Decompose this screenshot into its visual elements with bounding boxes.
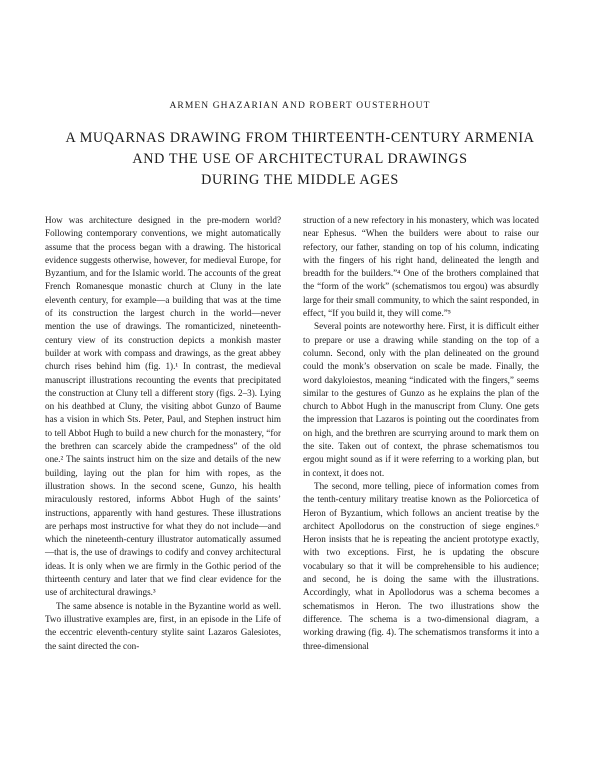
title-line: AND THE USE OF ARCHITECTURAL DRAWINGS	[132, 151, 468, 167]
body-paragraph: The same absence is notable in the Byzantine world as well. Two illustrative examples are, first, in an episode in the Life of the eccentric eleventh-century stylite saint Lazaros Galesiotes, the saint directed the con-	[45, 600, 281, 651]
right-column	[303, 214, 539, 653]
left-column	[45, 214, 281, 653]
title-line: DURING THE MIDDLE AGES	[201, 172, 399, 188]
body-paragraph: How was architecture designed in the pre-modern world? Following contemporary conventions, we might automatically assume that the process began with a drawing. The historical evidence suggests otherwise, however, for medieval Europe, for Byzantium, and for the Islamic world. The accounts of the great French Romanesque monastic church at Cluny in the late eleventh century, for example—a building that was at the time of its construction the largest church in the world—never mention the use of drawings. The romanticized, nineteenth-century view of its construction depicts a monkish master builder at work with compass and drawings, as the great abbey church rises behind him (fig. 1).¹ In contrast, the medieval manuscript illustrations recounting the events that precipitated the construction at Cluny tell a different story (figs. 2–3). Lying on his deathbed at Cluny, the visiting abbot Gunzo of Baume has a vision in which Sts. Peter, Paul, and Stephen instruct him to tell Abbot Hugh to build a new church for the monastery, “for the brethren can scarcely abide the crampedness” of the old one.² The saints instruct him on the size and details of the new building, laying out the plan for him with ropes, as the illustration shows. In the second scene, Gunzo, his health miraculously restored, informs Abbot Hugh of the saints’ instructions, apparently with hand gestures. These illustrations are perhaps most instructive for what they do not include—and which the nineteenth-century illustrator automatically assumed—that is, the use of drawings to codify and convey architectural ideas. It is only when we are firmly in the Gothic period of the thirteenth century and later that we find clear evidence for the use of architectural drawings.³	[45, 215, 281, 598]
title-line: A MUQARNAS DRAWING FROM THIRTEENTH-CENTURY ARMENIA	[65, 130, 535, 146]
body-paragraph: struction of a new refectory in his monastery, which was located near Ephesus. “When the builders were about to raise our refectory, our father, standing on top of his column, indicating with the fingers of his right hand, delineated the length and breadth for the builders.”⁴ One of the brothers complained that the “form of the work” (schematismos tou ergou) was absurdly large for their small community, to which the saint responded, in effect, “If you build it, they will come.”⁵	[303, 215, 539, 319]
article-title	[40, 128, 560, 191]
body-paragraph: Several points are noteworthy here. First, it is difficult either to prepare or use a drawing while standing on the top of a column. Second, only with the plan delineated on the ground could the monk’s observation on scale be made. Finally, the word dakyloiestos, meaning “indicated with the fingers,” seems similar to the gestures of Gunzo as he explains the plan of the church to Abbot Hugh in the manuscript from Cluny. One gets the impression that Lazaros is pointing out the coordinates from on high, and the brethren are scurrying around to mark them on the site. Taken out of context, the phrase schematismos tou ergou might sound as if it were referring to a working plan, but in context, it does not.	[303, 321, 539, 478]
article-authors: ARMEN GHAZARIAN AND ROBERT OUSTERHOUT	[169, 101, 431, 111]
body-paragraph: The second, more telling, piece of information comes from the tenth-century military treatise known as the Poliorcetica of Heron of Byzantium, which follows an ancient treatise by the architect Apollodorus on the construction of siege engines.⁶ Heron insists that he is repeating the ancient prototype exactly, with two exceptions. First, he is updating the obscure vocabulary so that it will be comprehensible to his audience; and second, he is doing the same with the illustrations. Accordingly, what in Apollodorus was a schema becomes a schematismos in Heron. The two illustrations show the difference. The schema is a two-dimensional diagram, a working drawing (fig. 4). The schematismos transforms it into a three-dimensional	[303, 480, 539, 651]
